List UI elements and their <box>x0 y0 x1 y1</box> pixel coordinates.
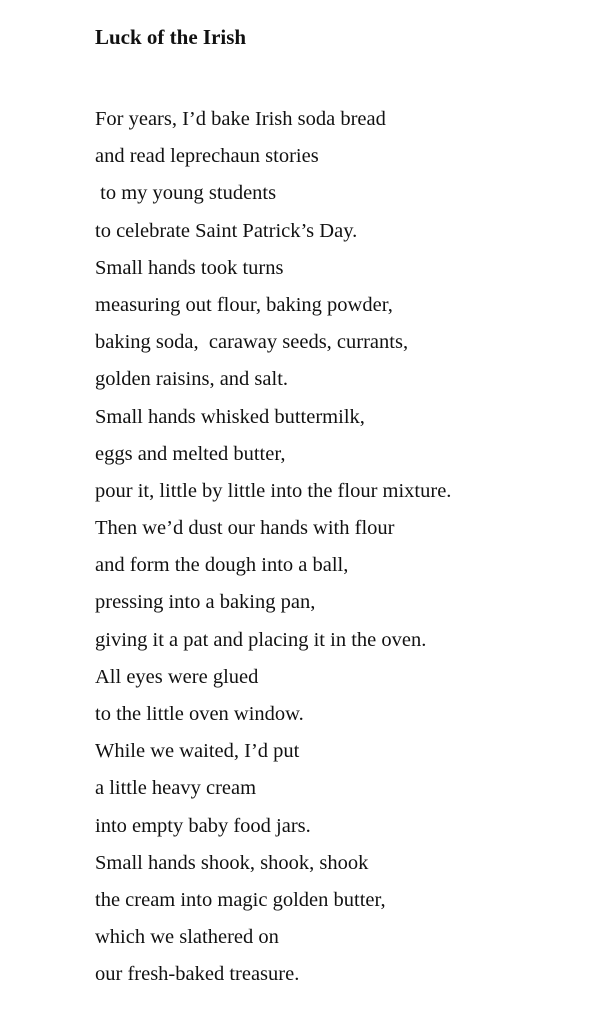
poem-line: and read leprechaun stories <box>95 145 319 168</box>
poem-line: golden raisins, and salt. <box>95 368 289 391</box>
poem-line: All eyes were glued <box>95 665 259 688</box>
poem-body <box>95 101 451 994</box>
poem-line: the cream into magic golden butter, <box>95 888 386 911</box>
poem-line: giving it a pat and placing it in the oven. <box>95 628 427 651</box>
poem-line: to the little oven window. <box>95 703 304 725</box>
poem-line: Small hands shook, shook, shook <box>95 851 369 874</box>
poem-line: our fresh-baked treasure. <box>95 963 300 986</box>
poem-line: Small hands whisked buttermilk, <box>95 405 365 428</box>
poem-line: to celebrate Saint Patrick’s Day. <box>95 219 358 242</box>
poem-line: Then we’d dust our hands with flour <box>95 517 395 540</box>
poem-line: measuring out flour, baking powder, <box>95 293 393 316</box>
poem-line: Small hands took turns <box>95 256 284 279</box>
poem-line: eggs and melted butter, <box>95 442 286 465</box>
poem-line: pressing into a baking pan, <box>95 591 316 614</box>
poem-line: and form the dough into a ball, <box>95 554 349 577</box>
poem-line: While we waited, I’d put <box>95 740 300 763</box>
poem-line: baking soda, caraway seeds, currants, <box>95 331 409 354</box>
poem-line: pour it, little by little into the flour mixture. <box>95 479 452 502</box>
poem-line: a little heavy cream <box>95 777 257 800</box>
poem-title: Luck of the Irish <box>95 25 247 49</box>
poem-line: For years, I’d bake Irish soda bread <box>95 108 386 130</box>
poem-line: into empty baby food jars. <box>95 814 311 837</box>
poem-line: which we slathered on <box>95 926 279 949</box>
poem-line: to my young students <box>95 182 277 205</box>
